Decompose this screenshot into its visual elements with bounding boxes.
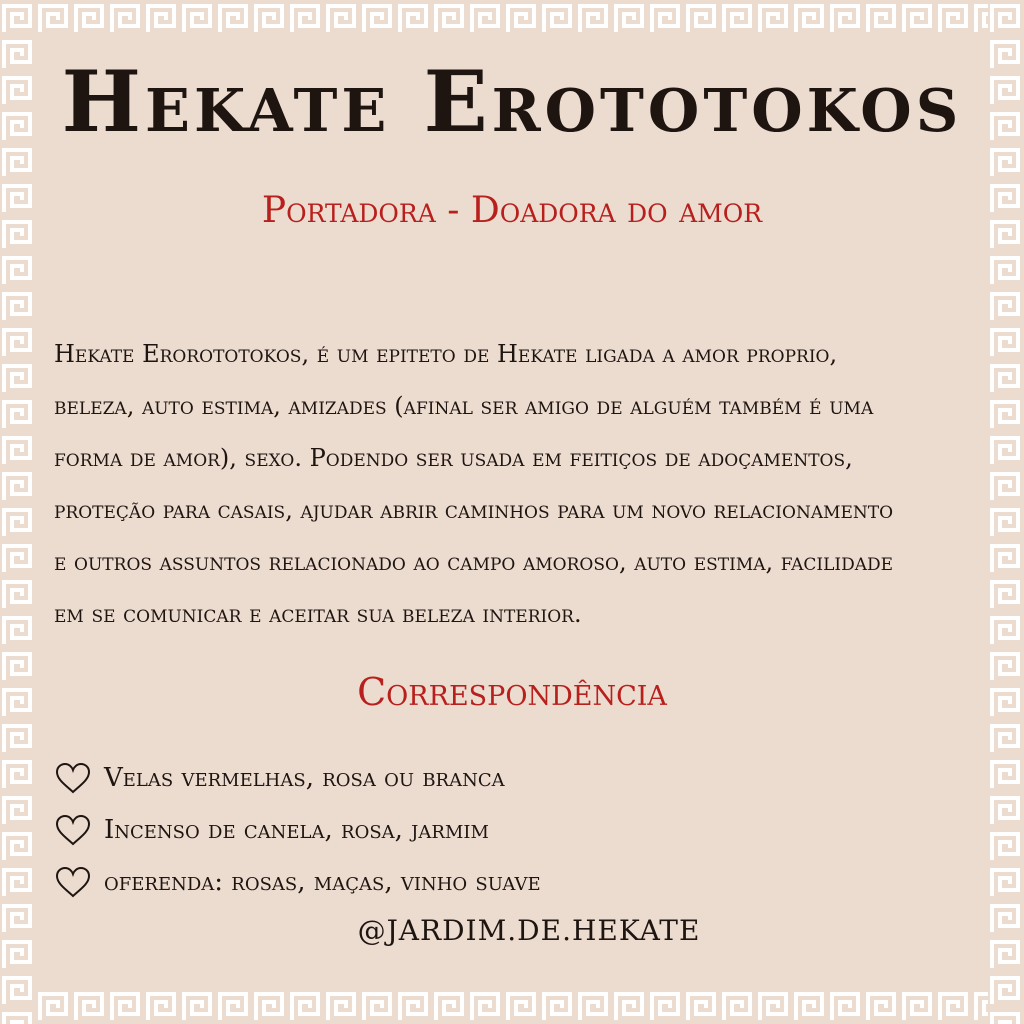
heart-outline-icon [54,866,92,898]
page-title: Hekate Erototokos [61,52,963,151]
description [54,328,974,640]
description-line: em se comunicar e aceitar sua beleza interior. [54,600,582,628]
greek-key-border-bottom [0,988,1024,1024]
description-line: Hekate Erorototokos, é um epiteto de Hekate ligada a amor proprio, [54,340,838,368]
social-handle: @JARDIM.DE.HEKATE [357,914,701,947]
description-line: beleza, auto estima, amizades (afinal ser amigo de alguém também é uma [54,392,874,420]
section-title: Correspondência [357,670,667,714]
heart-outline-icon [54,814,92,846]
list-item [54,804,954,856]
list-item-label: Velas vermelhas, rosa ou branca [104,763,505,793]
list-item [54,856,954,908]
list-item-label: oferenda: rosas, maças, vinho suave [104,867,541,897]
greek-key-border-top [0,0,1024,36]
description-line: e outros assuntos relacionado ao campo amoroso, auto estima, facilidade [54,548,894,576]
description-line: proteção para casais, ajudar abrir caminhos para um novo relacionamento [54,496,894,524]
page-subtitle: Portadora - Doadora do amor [261,190,763,231]
list-item [54,752,954,804]
greek-key-border-right [988,0,1024,1024]
list-item-label: Incenso de canela, rosa, jarmim [104,815,489,845]
greek-key-border-left [0,0,36,1024]
heart-outline-icon [54,762,92,794]
description-line: forma de amor), sexo. Podendo ser usada em feitiços de adoçamentos, [54,444,853,472]
correspondence-list [54,752,954,908]
